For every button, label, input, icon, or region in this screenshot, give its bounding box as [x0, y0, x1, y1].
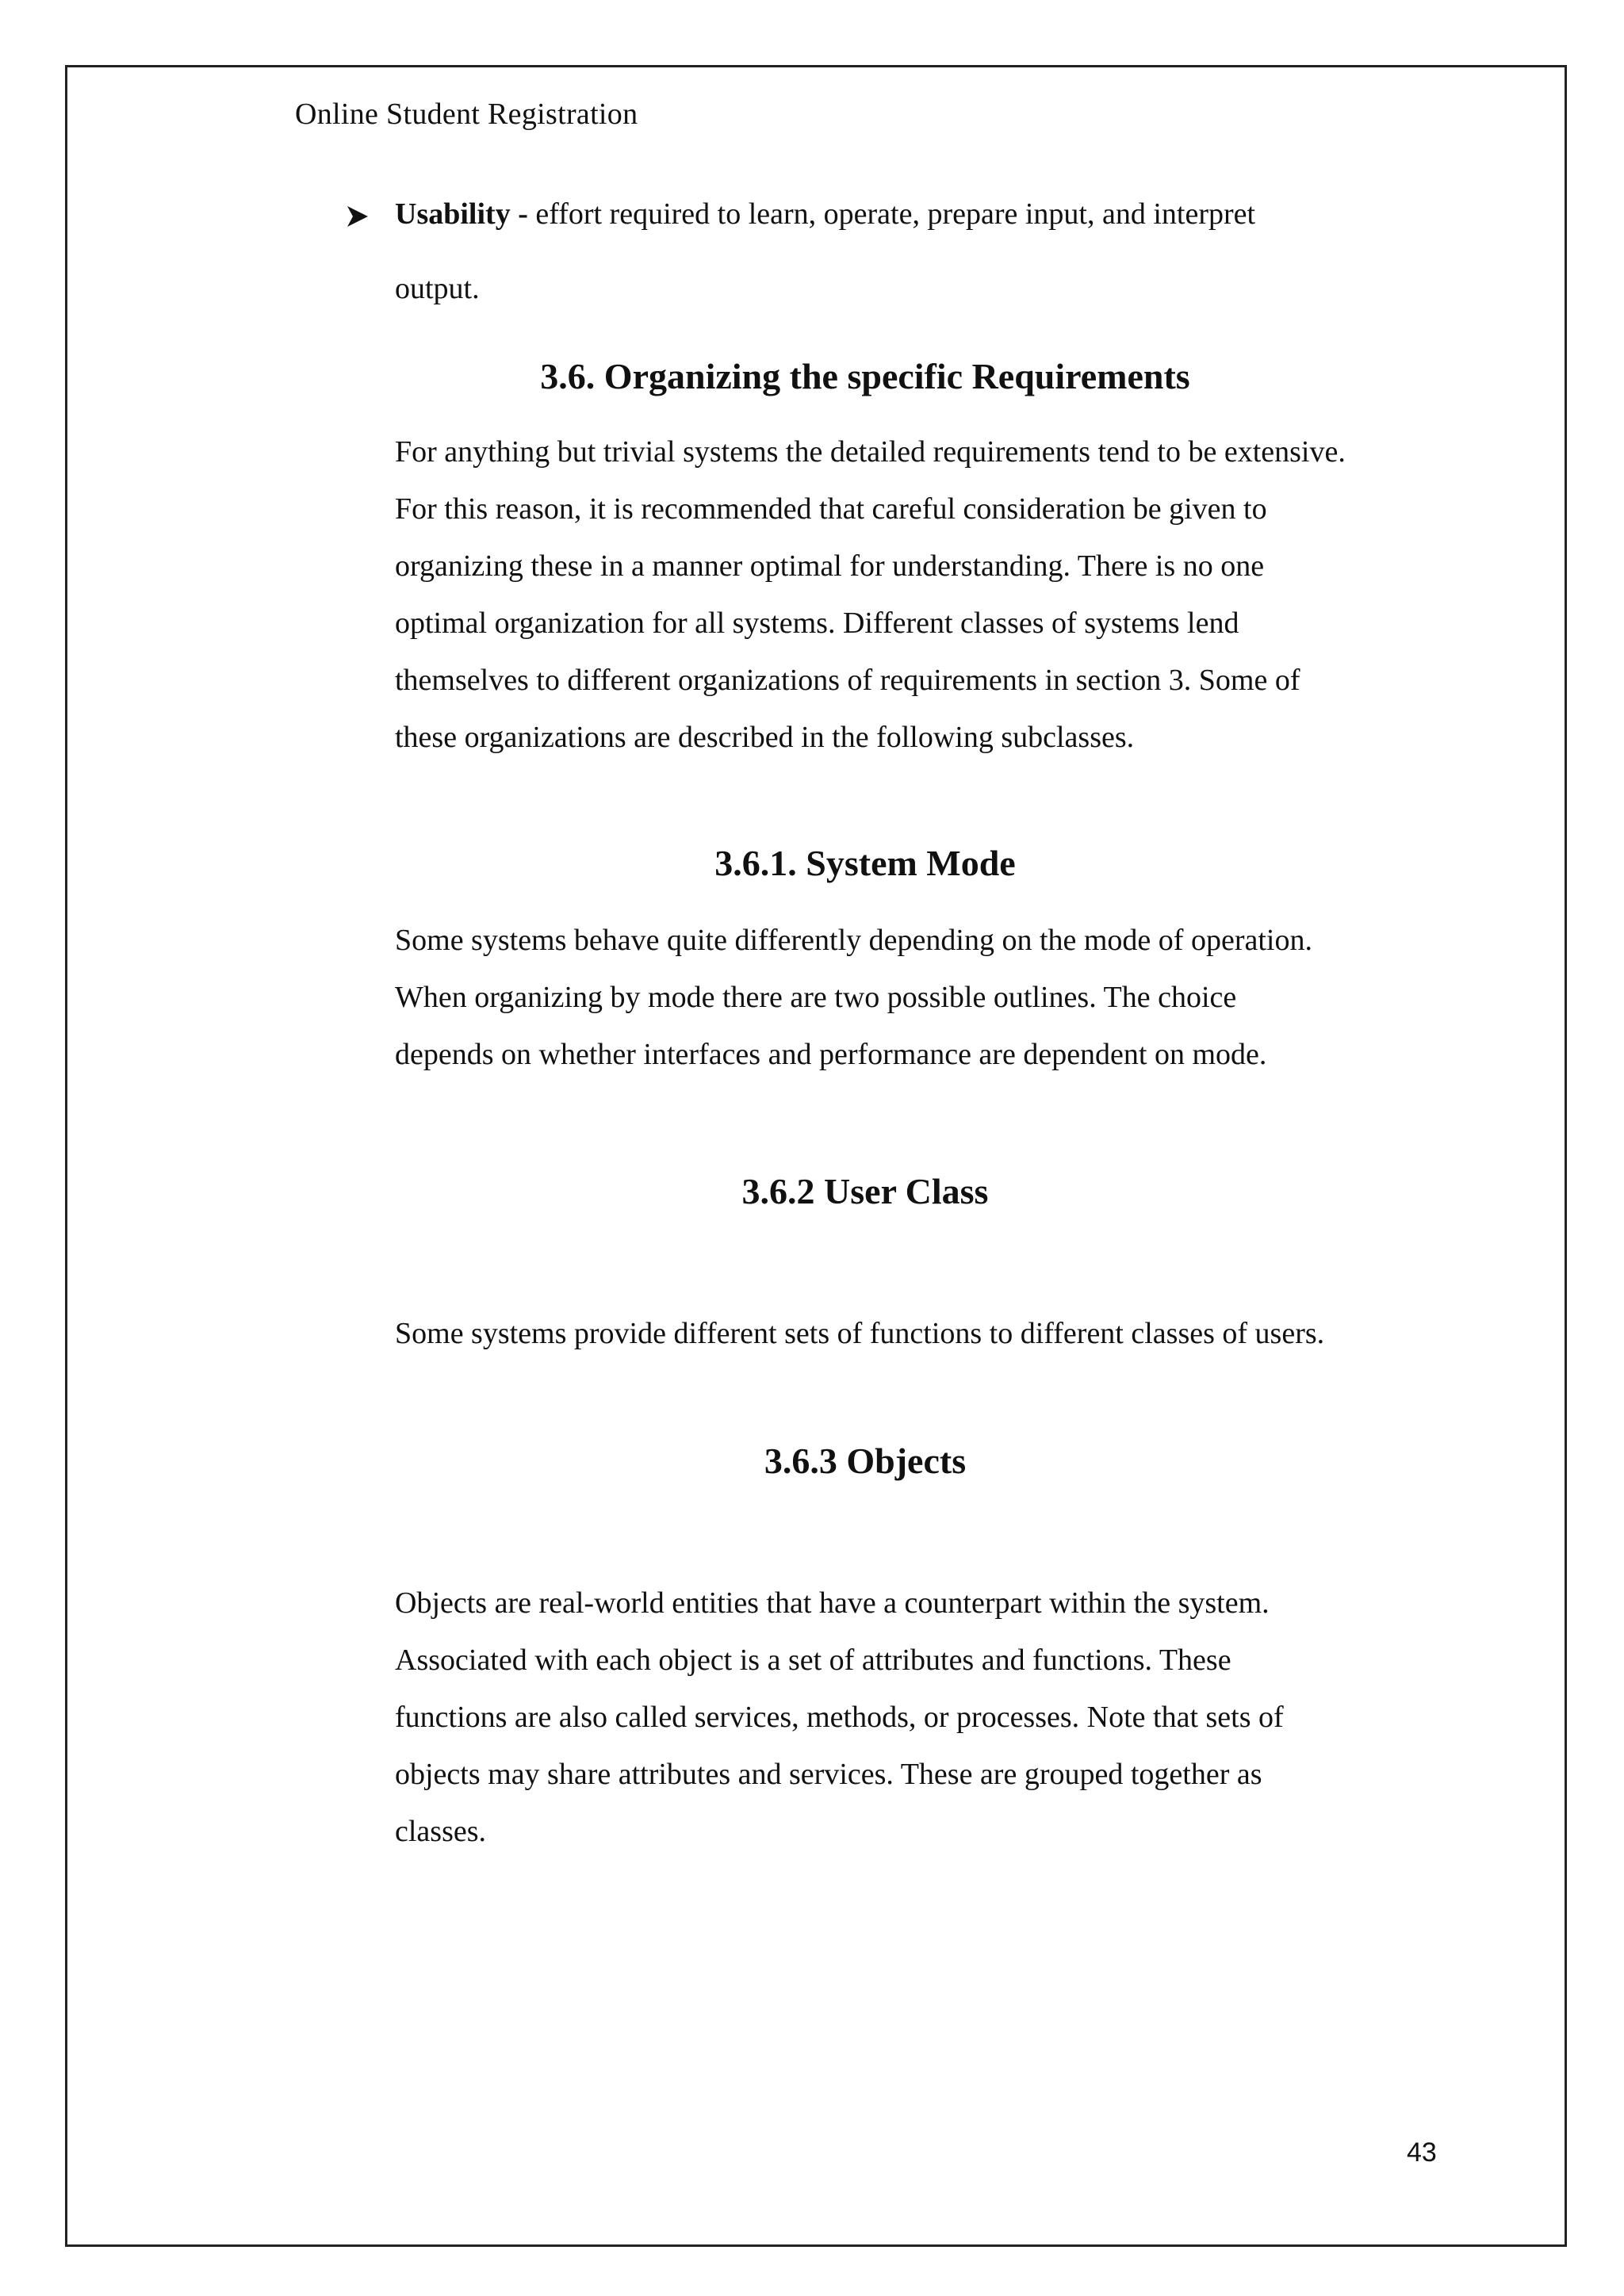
section-3-6-3-paragraph — [395, 1575, 1457, 1860]
section-heading-3-6: 3.6. Organizing the specific Requirements — [540, 356, 1190, 396]
paragraph-line: When organizing by mode there are two possible outlines. The choice — [395, 981, 1237, 1014]
paragraph-line: these organizations are described in the following subclasses. — [395, 721, 1135, 754]
paragraph-line: Some systems behave quite differently depending on the mode of operation. — [395, 924, 1312, 957]
paragraph-line: themselves to different organizations of requirements in section 3. Some of — [395, 664, 1300, 697]
paragraph-line: For this reason, it is recommended that careful consideration be given to — [395, 492, 1267, 526]
section-heading-3-6-1: 3.6.1. System Mode — [714, 843, 1016, 883]
page-number: 43 — [1407, 2137, 1437, 2168]
paragraph-line: classes. — [395, 1815, 487, 1848]
paragraph-line: Some systems provide different sets of functions to different classes of users. — [395, 1317, 1325, 1350]
paragraph-line: Associated with each object is a set of attributes and functions. These — [395, 1644, 1231, 1677]
paragraph-line: objects may share attributes and services. These are grouped together as — [395, 1758, 1262, 1791]
arrow-bullet-icon — [346, 200, 395, 224]
section-3-6-1-paragraph — [395, 912, 1457, 1083]
bullet-term: Usability - — [395, 197, 528, 231]
paragraph-line: functions are also called services, methods, or processes. Note that sets of — [395, 1701, 1284, 1734]
bullet-text: effort required to learn, operate, prepare input, and interpret — [527, 197, 1256, 231]
paragraph-line: optimal organization for all systems. Different classes of systems lend — [395, 607, 1239, 640]
bullet-continuation: output. — [395, 272, 480, 305]
usability-bullet — [346, 195, 1408, 308]
section-heading-3-6-2: 3.6.2 User Class — [741, 1171, 989, 1211]
section-3-6-2-paragraph — [395, 1305, 1457, 1362]
paragraph-line: organizing these in a manner optimal for understanding. There is no one — [395, 549, 1265, 583]
paragraph-line: depends on whether interfaces and performance are dependent on mode. — [395, 1038, 1267, 1071]
paragraph-line: For anything but trivial systems the detailed requirements tend to be extensive. — [395, 435, 1346, 469]
section-heading-3-6-3: 3.6.3 Objects — [764, 1441, 967, 1481]
paragraph-line: Objects are real-world entities that have a counterpart within the system. — [395, 1586, 1270, 1620]
running-header: Online Student Registration — [295, 98, 638, 131]
section-3-6-paragraph — [395, 423, 1457, 766]
